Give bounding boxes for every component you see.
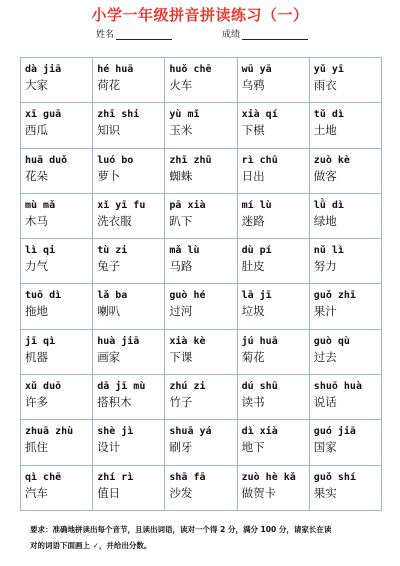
word-pinyin: jú huā — [241, 335, 278, 347]
word-pinyin: zhí rì — [97, 471, 134, 483]
word-pinyin: shuā yá — [169, 426, 212, 438]
word-hanzi: 说话 — [313, 395, 337, 410]
score-blank — [242, 29, 308, 40]
word-cell — [165, 239, 237, 284]
word-hanzi: 画家 — [97, 349, 121, 364]
word-pinyin: tuō dì — [25, 290, 62, 302]
word-cell — [21, 149, 93, 194]
word-hanzi: 日出 — [241, 168, 265, 183]
word-cell — [310, 466, 382, 511]
word-cell — [93, 58, 165, 103]
word-pinyin: xià kè — [169, 335, 206, 347]
word-hanzi: 玉米 — [169, 123, 193, 138]
word-hanzi: 值日 — [97, 485, 121, 500]
word-pinyin: zhī shi — [97, 109, 140, 121]
word-hanzi: 许多 — [25, 395, 48, 410]
pinyin-grid — [20, 57, 382, 511]
instructions-line-1 — [30, 522, 380, 538]
word-pinyin: luó bo — [97, 154, 134, 166]
word-pinyin: shuō huà — [313, 381, 362, 393]
word-pinyin: wū yā — [241, 64, 272, 75]
word-cell — [21, 58, 93, 103]
score-label: 成绩 — [222, 30, 241, 40]
word-hanzi: 刷牙 — [169, 440, 193, 455]
instructions-line-2: 对的词语下面画上 ✓，并给出分数。 — [30, 541, 152, 550]
word-cell — [165, 149, 237, 194]
word-pinyin: zuò kè — [313, 154, 350, 166]
word-cell — [238, 194, 310, 239]
word-hanzi: 竹子 — [169, 395, 193, 410]
word-hanzi: 菊花 — [241, 349, 265, 364]
student-info — [0, 27, 400, 43]
word-hanzi: 沙发 — [169, 485, 193, 500]
word-hanzi: 果汁 — [313, 304, 337, 319]
page-title: 小学一年级拼音拼读练习（一） — [91, 6, 309, 24]
word-cell — [93, 103, 165, 148]
word-cell — [21, 466, 93, 511]
word-cell — [310, 103, 382, 148]
word-hanzi: 垃圾 — [241, 304, 265, 319]
word-pinyin: xī guā — [25, 109, 62, 121]
word-pinyin: mǎ lù — [169, 245, 200, 257]
word-pinyin: huā duǒ — [25, 154, 68, 166]
word-hanzi: 下课 — [169, 349, 193, 364]
word-hanzi: 萝卜 — [97, 168, 121, 183]
word-cell — [21, 330, 93, 375]
word-cell — [310, 420, 382, 465]
word-pinyin: yù mǐ — [169, 109, 200, 121]
word-pinyin: lǜ dì — [313, 199, 344, 211]
word-pinyin: tù zi — [97, 245, 128, 257]
word-cell — [165, 58, 237, 103]
word-cell — [165, 103, 237, 148]
word-hanzi: 机器 — [25, 349, 48, 364]
word-cell — [21, 194, 93, 239]
word-hanzi: 雨衣 — [313, 78, 337, 92]
word-cell — [21, 239, 93, 284]
word-hanzi: 荷花 — [97, 78, 121, 92]
word-hanzi: 地下 — [241, 440, 265, 455]
word-hanzi: 木马 — [25, 213, 48, 228]
word-cell — [310, 375, 382, 420]
word-pinyin: dú shū — [241, 381, 278, 393]
word-pinyin: xǔ duō — [25, 381, 62, 393]
word-pinyin: zhuā zhù — [25, 426, 74, 438]
word-pinyin: yǔ yī — [313, 64, 344, 75]
word-pinyin: huà jiā — [97, 335, 140, 347]
word-cell — [238, 375, 310, 420]
word-hanzi: 力气 — [25, 259, 48, 274]
word-hanzi: 趴下 — [169, 213, 193, 228]
name-field — [96, 27, 172, 40]
word-pinyin: nǔ lì — [313, 245, 344, 257]
word-cell — [93, 466, 165, 511]
word-cell — [93, 284, 165, 329]
word-pinyin: qì chē — [25, 471, 62, 483]
word-cell — [310, 239, 382, 284]
word-cell — [165, 194, 237, 239]
word-pinyin: guò qù — [313, 335, 350, 347]
word-cell — [238, 420, 310, 465]
word-pinyin: dà jiā — [25, 64, 62, 75]
word-pinyin: xǐ yī fu — [97, 199, 146, 211]
word-pinyin: shè jì — [97, 426, 134, 438]
word-cell — [238, 284, 310, 329]
word-pinyin: mí lù — [241, 199, 272, 211]
word-hanzi: 设计 — [97, 440, 121, 455]
word-cell — [21, 375, 93, 420]
word-cell — [310, 194, 382, 239]
word-hanzi: 抓住 — [25, 440, 48, 455]
word-pinyin: guǒ shí — [313, 471, 356, 483]
word-pinyin: dù pí — [241, 245, 272, 257]
word-cell — [165, 375, 237, 420]
word-hanzi: 花朵 — [25, 168, 48, 183]
word-pinyin: lǎ ba — [97, 290, 128, 302]
word-hanzi: 大家 — [25, 78, 48, 92]
word-cell — [93, 330, 165, 375]
word-pinyin: zhú zi — [169, 381, 206, 393]
word-cell — [310, 330, 382, 375]
word-cell — [93, 149, 165, 194]
word-hanzi: 乌鸦 — [241, 78, 265, 92]
word-hanzi: 马路 — [169, 259, 193, 274]
word-pinyin: guó jiā — [313, 426, 356, 438]
name-label: 姓名 — [96, 30, 115, 40]
word-pinyin: dā jī mù — [97, 381, 146, 393]
word-cell — [165, 330, 237, 375]
word-cell — [165, 466, 237, 511]
word-pinyin: lì qi — [25, 245, 56, 257]
word-pinyin: huǒ chē — [169, 64, 212, 75]
word-hanzi: 下棋 — [241, 123, 265, 138]
instructions-text-1: 准确地拼读出每个音节，且读出词语，读对一个得 2 分，满分 100 分，请家长在读 — [52, 525, 332, 534]
word-pinyin: zuò hè kǎ — [241, 471, 296, 483]
instructions-label: 要求： — [30, 525, 53, 534]
word-pinyin: jī qì — [25, 335, 56, 347]
word-cell — [310, 284, 382, 329]
word-hanzi: 迷路 — [241, 213, 265, 228]
word-hanzi: 搭积木 — [97, 395, 132, 410]
word-hanzi: 过河 — [169, 304, 193, 319]
word-cell — [93, 239, 165, 284]
word-pinyin: tǔ dì — [313, 109, 344, 121]
word-cell — [310, 149, 382, 194]
word-cell — [238, 239, 310, 284]
word-cell — [21, 420, 93, 465]
word-hanzi: 肚皮 — [241, 259, 265, 274]
word-pinyin: xià qí — [241, 109, 278, 121]
word-hanzi: 做客 — [313, 168, 337, 183]
word-hanzi: 努力 — [313, 259, 337, 274]
word-hanzi: 土地 — [313, 123, 337, 138]
word-hanzi: 拖地 — [25, 304, 48, 319]
word-cell — [93, 375, 165, 420]
word-hanzi: 做贺卡 — [241, 485, 277, 500]
word-pinyin: lā jī — [241, 290, 272, 302]
word-pinyin: shā fā — [169, 471, 206, 483]
word-hanzi: 兔子 — [97, 259, 121, 274]
word-hanzi: 过去 — [313, 349, 337, 364]
word-pinyin: guò hé — [169, 290, 206, 302]
score-field — [222, 27, 308, 40]
word-cell — [238, 103, 310, 148]
word-cell — [238, 58, 310, 103]
word-hanzi: 汽车 — [25, 485, 48, 500]
word-hanzi: 知识 — [97, 123, 121, 138]
word-hanzi: 果实 — [313, 485, 337, 500]
word-pinyin: pā xià — [169, 199, 206, 211]
word-hanzi: 绿地 — [313, 213, 337, 228]
word-pinyin: hé huā — [97, 64, 134, 75]
word-cell — [238, 466, 310, 511]
word-hanzi: 洗衣服 — [97, 213, 132, 228]
word-cell — [93, 420, 165, 465]
word-pinyin: mù mǎ — [25, 199, 56, 211]
name-blank — [116, 29, 172, 40]
word-pinyin: guǒ zhī — [313, 290, 356, 302]
word-pinyin: rì chū — [241, 154, 278, 166]
word-hanzi: 喇叭 — [97, 304, 121, 319]
word-cell — [93, 194, 165, 239]
word-pinyin: dì xià — [241, 426, 278, 438]
word-cell — [238, 149, 310, 194]
word-hanzi: 读书 — [241, 395, 265, 410]
word-hanzi: 火车 — [169, 78, 193, 92]
word-cell — [21, 103, 93, 148]
word-pinyin: zhī zhū — [169, 154, 212, 166]
word-cell — [238, 330, 310, 375]
word-cell — [165, 420, 237, 465]
word-cell — [21, 284, 93, 329]
word-hanzi: 西瓜 — [25, 123, 48, 138]
word-cell — [310, 58, 382, 103]
word-hanzi: 蜘蛛 — [169, 168, 193, 183]
word-hanzi: 国家 — [313, 440, 337, 455]
word-cell — [165, 284, 237, 329]
instructions — [30, 522, 380, 554]
